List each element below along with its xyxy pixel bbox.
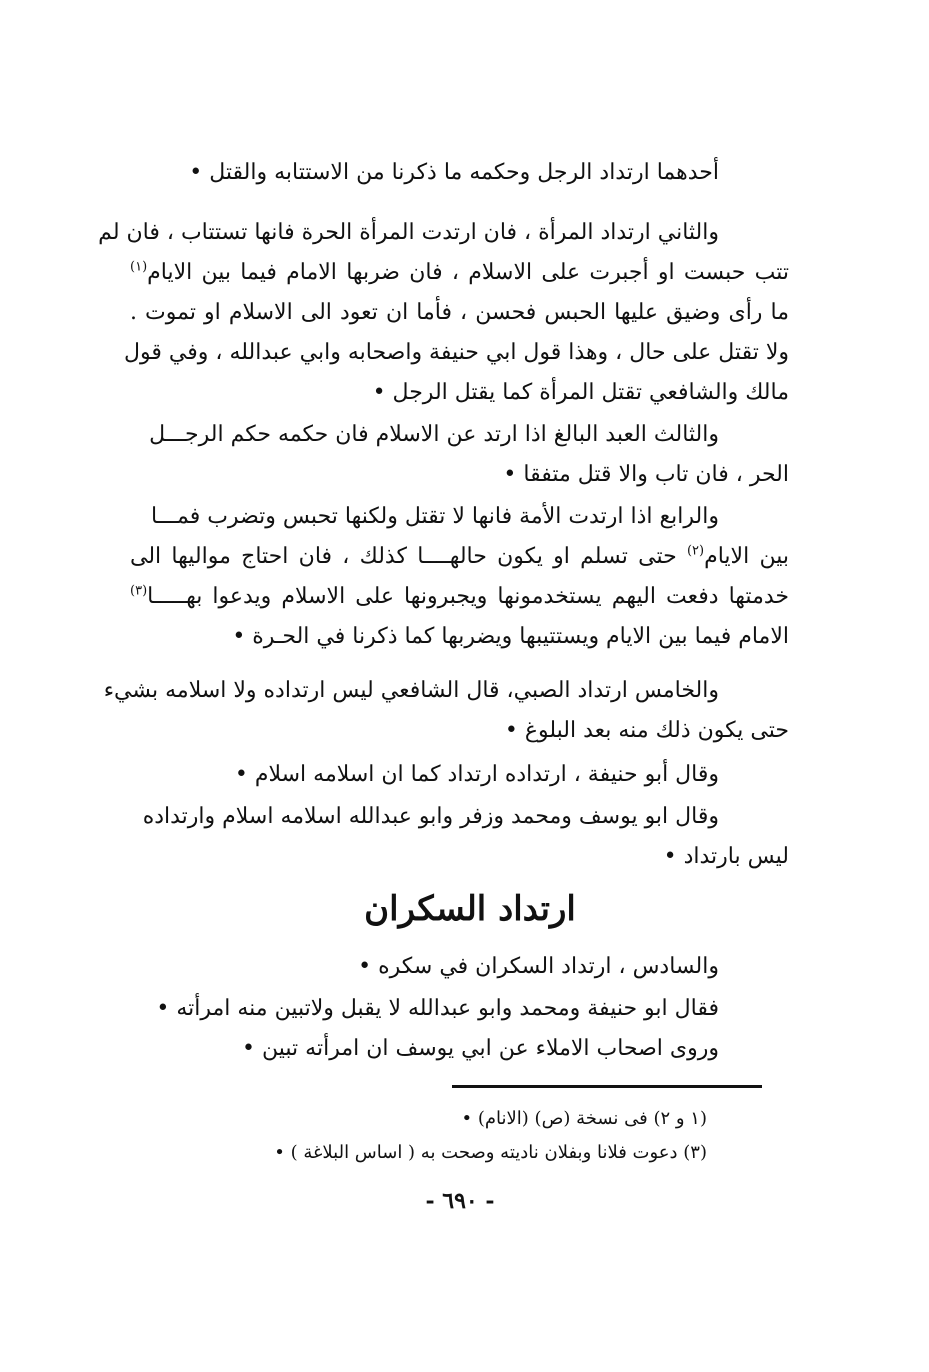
body-line-19: فقال ابو حنيفة ومحمد وابو عبدالله لا يقبل ولاتبين منه امرأته • <box>156 996 719 1021</box>
body-line-1: أحدهما ارتداد الرجل وحكمه ما ذكرنا من الاستتابه والقتل • <box>189 160 719 185</box>
section-heading: ارتداد السكران <box>364 889 576 929</box>
footnote-ref-2: (٢) <box>686 543 705 559</box>
body-line-14: حتى يكون ذلك منه بعد البلوغ • <box>504 718 789 743</box>
body-line-11-text: خدمتها دفعت اليهم يستخدمونها ويجبرونها على الاسلام ويدعوا بهـــــا <box>147 584 789 609</box>
body-line-3-text: تتب حبست او أجبرت على الاسلام ، فان ضربها الامام فيما بين الايام <box>147 260 789 285</box>
body-line-3 <box>130 258 789 288</box>
body-line-15: وقال أبو حنيفة ، ارتداده ارتداد كما ان اسلامه اسلام • <box>234 762 719 787</box>
body-line-12: الامام فيما بين الايام ويستتيبها ويضربها كما ذكرنا في الحـرة • <box>232 624 789 649</box>
footnote-1: (١ و ٢) فى نسخة (ص) (الانام) • <box>461 1108 707 1129</box>
body-line-2: والثاني ارتداد المرأة ، فان ارتدت المرأة الحرة فانها تستتاب ، فان لم <box>98 220 719 245</box>
body-line-18: والسادس ، ارتداد السكران في سكره • <box>358 954 719 979</box>
body-line-13: والخامس ارتداد الصبي، قال الشافعي ليس ارتداده ولا اسلامه بشيء <box>103 678 719 703</box>
body-line-11 <box>130 582 789 612</box>
body-line-10 <box>130 542 789 572</box>
body-line-8: الحر ، فان تاب والا قتل متفقا • <box>503 462 789 487</box>
body-line-10b: حتى تسلم او يكون حالهــــا كذلك ، فان احتاج مواليها الى <box>130 544 677 569</box>
body-line-10a: بين الايام <box>704 544 789 569</box>
body-line-7: والثالث العبد البالغ اذا ارتد عن الاسلام فان حكمه حكم الرجـــل <box>149 422 719 447</box>
footnote-ref-3: (٣) <box>130 583 148 599</box>
body-line-5: ولا تقتل على حال ، وهذا قول ابي حنيفة واصحابه وابي عبدالله ، وفي قول <box>124 340 789 365</box>
footnote-2: (٣) دعوت فلانا وبفلان ناديته وصحت به ( اساس البلاغة ) • <box>274 1142 707 1163</box>
body-line-20: وروى اصحاب الاملاء عن ابي يوسف ان امرأته تبين • <box>242 1036 719 1061</box>
body-line-16: وقال ابو يوسف ومحمد وزفر وابو عبدالله اسلامه اسلام وارتداده <box>142 804 719 829</box>
body-line-17: ليس بارتداد • <box>663 844 789 869</box>
body-line-9: والرابع اذا ارتدت الأمة فانها لا تقتل ولكنها تحبس وتضرب فمـــا <box>150 504 719 529</box>
body-line-4: ما رأى وضيق عليها الحبس فحسن ، فأما ان تعود الى الاسلام او تموت . <box>130 300 789 325</box>
footnote-ref-1: (١) <box>130 259 148 275</box>
footnote-separator <box>452 1085 762 1088</box>
page-number: - ٦٩٠ - <box>425 1188 495 1214</box>
body-line-6: مالك والشافعي تقتل المرأة كما يقتل الرجل • <box>372 380 789 405</box>
